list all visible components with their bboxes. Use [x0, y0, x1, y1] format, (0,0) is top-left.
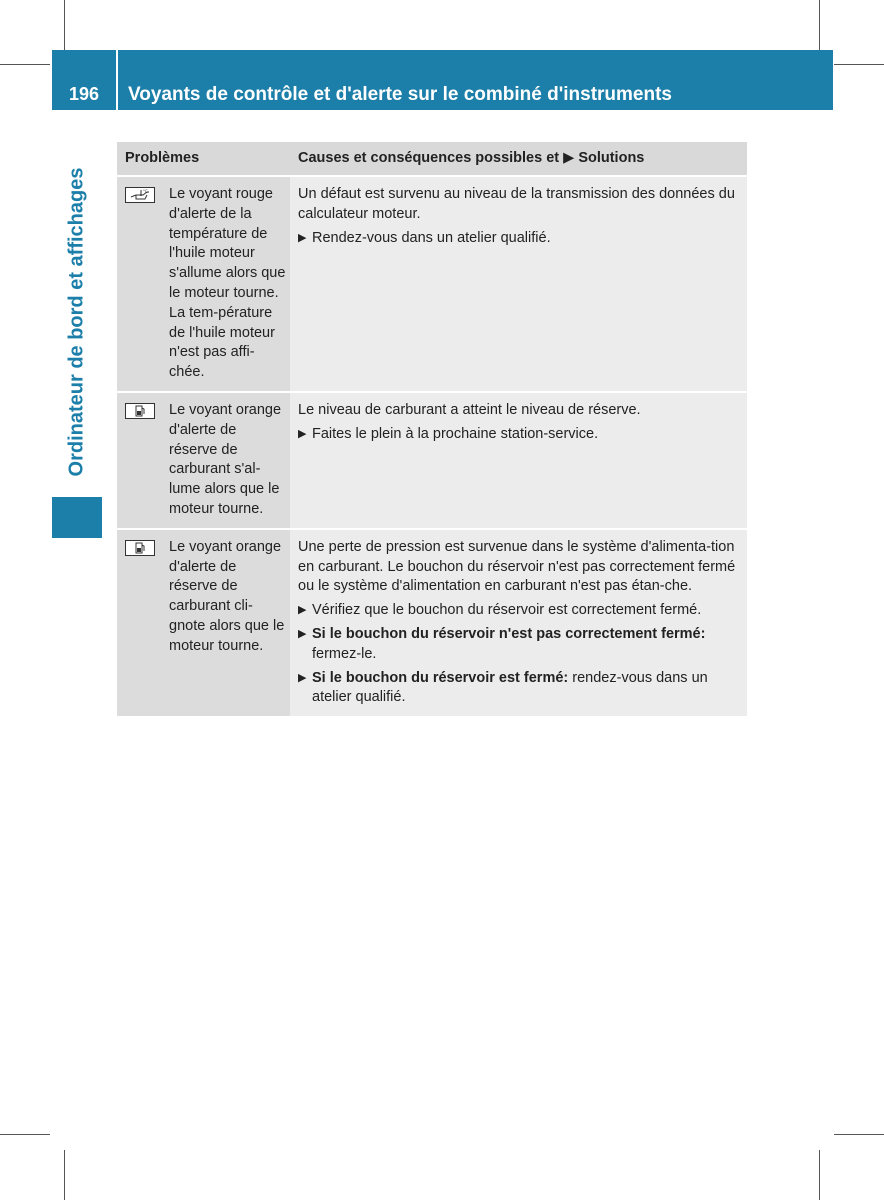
side-section-title: Ordinateur de bord et affichages	[65, 167, 88, 477]
solution-cell	[290, 177, 747, 391]
solution-step	[298, 425, 741, 445]
column-header-solutions: Causes et conséquences possibles et ▶ Solutions	[290, 142, 747, 175]
svg-text:°C: °C	[143, 189, 148, 194]
crop-mark	[819, 0, 820, 50]
arrow-icon: ▶	[298, 231, 307, 244]
solution-step	[298, 601, 741, 621]
crop-mark	[0, 1134, 50, 1135]
arrow-icon: ▶	[298, 627, 307, 640]
arrow-icon: ▶	[298, 671, 307, 684]
problem-text: Le voyant orange d'alerte de réserve de carburant cli-gnote alors que le moteur tourne.	[169, 538, 285, 654]
step-condition: Si le bouchon du réservoir est fermé:	[312, 669, 569, 686]
step-text: Rendez-vous dans un atelier qualifié.	[312, 229, 551, 246]
oil-temperature-icon	[125, 187, 155, 203]
header-divider	[116, 50, 118, 110]
table-header-row	[117, 142, 747, 175]
crop-mark	[0, 64, 50, 65]
crop-mark	[819, 1150, 820, 1200]
step-text: Faites le plein à la prochaine station-service.	[312, 425, 599, 442]
fuel-pump-icon	[125, 403, 155, 419]
cause-text: Une perte de pression est survenue dans le système d'alimenta-tion en carburant. Le bouchon du réservoir n'est pas correctement fermé ou le système d'alimentation en carburant n'est pas étan-che.	[298, 538, 736, 595]
solution-cell	[290, 393, 747, 528]
problem-cell	[117, 177, 290, 391]
crop-mark	[834, 64, 884, 65]
problem-text: Le voyant rouge d'alerte de la température de l'huile moteur s'allume alors que le moteur tourne. La tem-pérature de l'huile moteur n'est pas affi-chée.	[169, 186, 286, 381]
table-row	[117, 391, 747, 528]
crop-mark	[64, 0, 65, 50]
problem-text: Le voyant orange d'alerte de réserve de carburant s'al-lume alors que le moteur tourne.	[169, 401, 282, 517]
warning-table	[117, 142, 747, 716]
table-row	[117, 528, 747, 716]
page-title: Voyants de contrôle et d'alerte sur le combiné d'instruments	[128, 84, 672, 105]
side-tab-marker	[52, 497, 102, 538]
crop-mark	[64, 1150, 65, 1200]
step-action: fermez-le.	[312, 645, 377, 662]
step-text	[312, 625, 741, 665]
solution-cell	[290, 530, 747, 716]
step-condition: Si le bouchon du réservoir n'est pas correctement fermé:	[312, 625, 706, 642]
page-number: 196	[68, 84, 100, 104]
solution-step	[298, 229, 741, 249]
table-row	[117, 175, 747, 391]
column-header-problems: Problèmes	[117, 142, 290, 175]
cause-text: Un défaut est survenu au niveau de la transmission des données du calculateur moteur.	[298, 186, 735, 222]
step-action: rendez-vous dans un atelier qualifié.	[312, 669, 708, 706]
step-text: Vérifiez que le bouchon du réservoir est correctement fermé.	[312, 602, 702, 619]
solution-step	[298, 669, 741, 709]
solution-step	[298, 625, 741, 665]
arrow-icon: ▶	[298, 427, 307, 440]
step-text	[312, 669, 741, 709]
problem-cell	[117, 393, 290, 528]
problem-cell	[117, 530, 290, 716]
cause-text: Le niveau de carburant a atteint le niveau de réserve.	[298, 401, 641, 418]
crop-mark	[834, 1134, 884, 1135]
arrow-icon: ▶	[298, 604, 307, 617]
fuel-pump-icon	[125, 540, 155, 556]
